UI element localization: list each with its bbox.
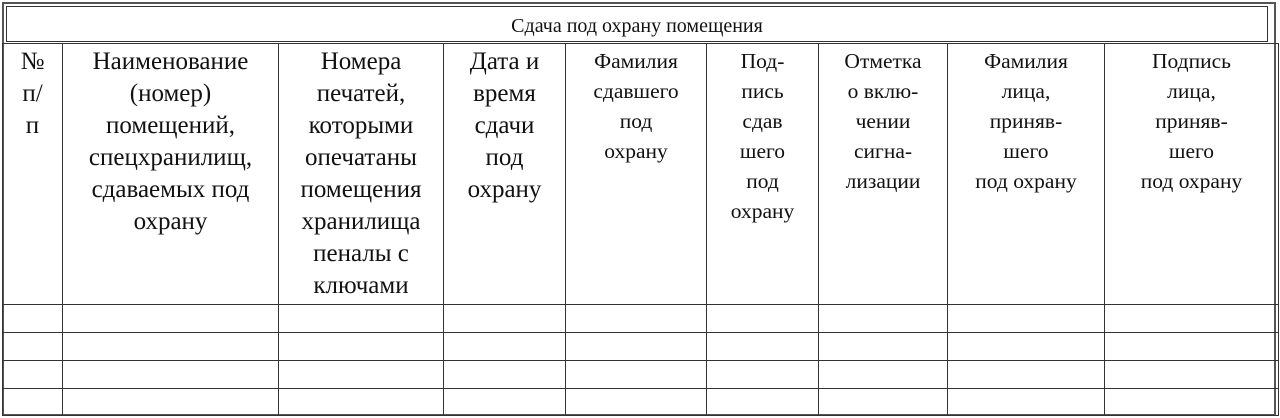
form-title: Сдача под охрану помещения xyxy=(6,6,1268,42)
table-cell[interactable] xyxy=(566,389,707,416)
table-cell[interactable] xyxy=(279,389,444,416)
column-header-handed-over-by-signature: Под- пись сдав шего под охрану xyxy=(707,44,819,305)
table-cell[interactable] xyxy=(3,389,63,416)
table-cell[interactable] xyxy=(566,361,707,389)
table-cell[interactable] xyxy=(707,305,819,333)
table-cell[interactable] xyxy=(1105,361,1279,389)
table-cell[interactable] xyxy=(1105,305,1279,333)
table-cell[interactable] xyxy=(279,333,444,361)
column-header-handover-datetime: Дата и время сдачи под охрану xyxy=(444,44,566,305)
table-cell[interactable] xyxy=(444,389,566,416)
table-cell[interactable] xyxy=(819,333,948,361)
table-cell[interactable] xyxy=(566,333,707,361)
table-row xyxy=(3,305,1279,333)
table-cell[interactable] xyxy=(3,333,63,361)
table-cell[interactable] xyxy=(948,305,1105,333)
table-cell[interactable] xyxy=(3,305,63,333)
table-cell[interactable] xyxy=(948,333,1105,361)
column-header-accepted-by-surname: Фамилия лица, приняв- шего под охрану xyxy=(948,44,1105,305)
column-header-handed-over-by-surname: Фамилия сдавшего под охрану xyxy=(566,44,707,305)
table-cell[interactable] xyxy=(707,389,819,416)
security-handover-table xyxy=(2,43,1279,416)
table-cell[interactable] xyxy=(3,361,63,389)
table-row xyxy=(3,333,1279,361)
table-cell[interactable] xyxy=(279,305,444,333)
table-cell[interactable] xyxy=(707,361,819,389)
column-header-premises-name: Наименование (номер) помещений, спецхранилищ, сдаваемых под охрану xyxy=(63,44,279,305)
table-cell[interactable] xyxy=(707,333,819,361)
table-cell[interactable] xyxy=(819,389,948,416)
table-cell[interactable] xyxy=(63,305,279,333)
table-cell[interactable] xyxy=(279,361,444,389)
table-cell[interactable] xyxy=(444,305,566,333)
table-cell[interactable] xyxy=(444,361,566,389)
table-row xyxy=(3,361,1279,389)
column-header-seal-numbers: Номера печатей, которыми опечатаны помещения хранилища пеналы с ключами xyxy=(279,44,444,305)
table-cell[interactable] xyxy=(63,361,279,389)
table-row xyxy=(3,389,1279,416)
column-header-number: № п/ п xyxy=(3,44,63,305)
table-cell[interactable] xyxy=(444,333,566,361)
column-header-alarm-activation-mark: Отметка о вклю- чении сигна- лизации xyxy=(819,44,948,305)
table-cell[interactable] xyxy=(566,305,707,333)
table-cell[interactable] xyxy=(948,389,1105,416)
table-cell[interactable] xyxy=(948,361,1105,389)
table-cell[interactable] xyxy=(819,305,948,333)
table-cell[interactable] xyxy=(1105,389,1279,416)
table-cell[interactable] xyxy=(1105,333,1279,361)
header-row xyxy=(3,44,1279,305)
table-cell[interactable] xyxy=(819,361,948,389)
table-cell[interactable] xyxy=(63,333,279,361)
table-cell[interactable] xyxy=(63,389,279,416)
column-header-accepted-by-signature: Подпись лица, приняв- шего под охрану xyxy=(1105,44,1279,305)
